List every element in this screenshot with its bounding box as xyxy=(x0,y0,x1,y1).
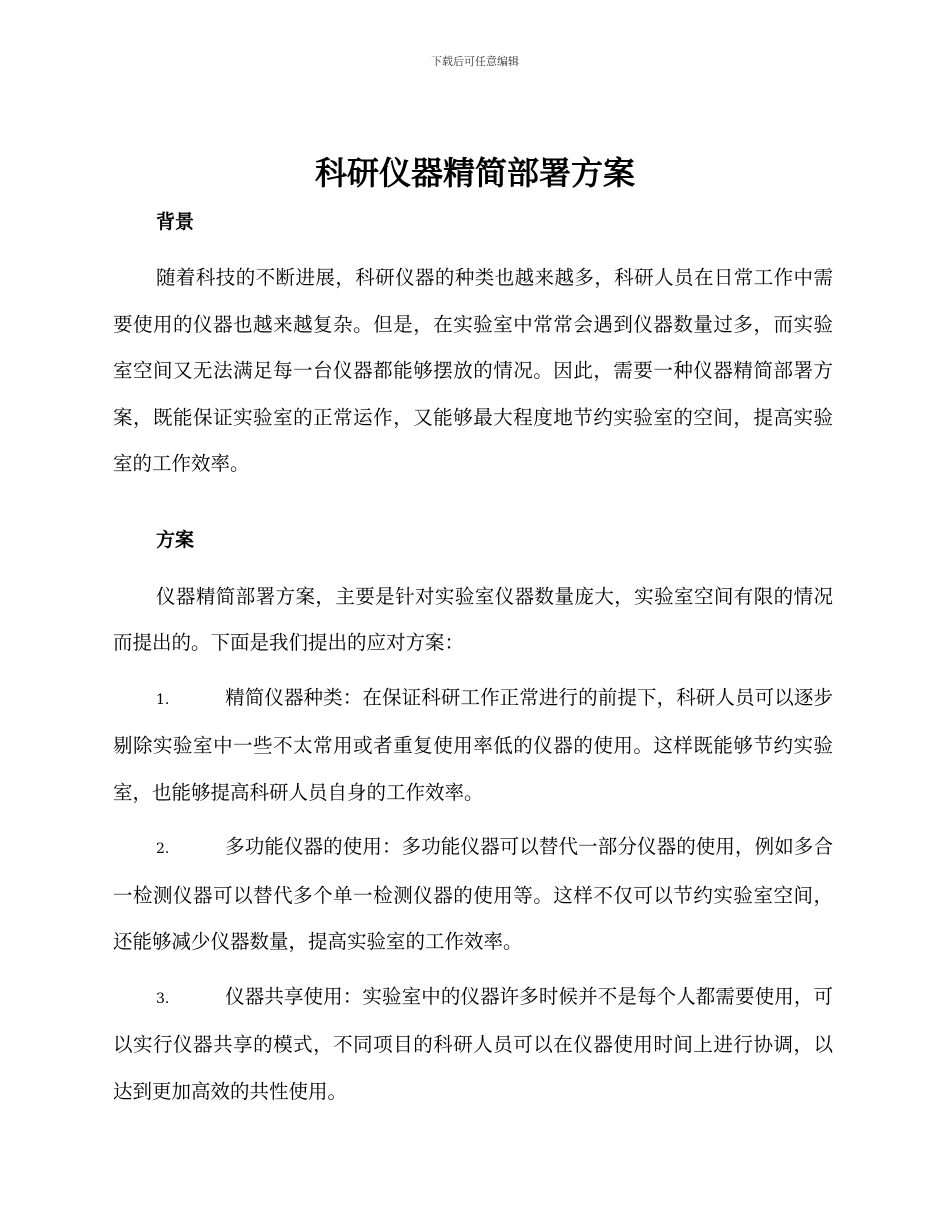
document-body xyxy=(113,200,833,1115)
list-item-text: 仪器共享使用：实验室中的仪器许多时候并不是每个人都需要使用，可以实行仪器共享的模式，不同项目的科研人员可以在仪器使用时间上进行协调，以达到更加高效的共性使用。 xyxy=(113,984,833,1103)
list-item-text: 精简仪器种类：在保证科研工作正常进行的前提下，科研人员可以逐步剔除实验室中一些不太常用或者重复使用率低的仪器的使用。这样既能够节约实验室，也能够提高科研人员自身的工作效率。 xyxy=(113,685,833,804)
section-heading-plan: 方案 xyxy=(156,528,195,551)
background-paragraph: 随着科技的不断进展，科研仪器的种类也越来越多，科研人员在日常工作中需要使用的仪器也越来越复杂。但是，在实验室中常常会遇到仪器数量过多，而实验室空间又无法满足每一台仪器都能够摆放的情况。因此，需要一种仪器精简部署方案，既能保证实验室的正常运作，又能够最大程度地节约实验室的空间，提高实验室的工作效率。 xyxy=(113,266,833,475)
list-item xyxy=(113,974,833,1116)
list-item-text: 多功能仪器的使用：多功能仪器可以替代一部分仪器的使用，例如多合一检测仪器可以替代多个单一检测仪器的使用等。这样不仅可以节约实验室空间，还能够减少仪器数量，提高实验室的工作效率。 xyxy=(113,835,833,953)
list-item-number: 2. xyxy=(156,841,170,857)
header-note: 下载后可任意编辑 xyxy=(431,55,519,68)
section-heading-background: 背景 xyxy=(156,211,195,233)
list-item-number: 3. xyxy=(156,990,170,1007)
list-item xyxy=(113,675,833,817)
plan-intro-paragraph: 仪器精简部署方案，主要是针对实验室仪器数量庞大，实验室空间有限的情况而提出的。下面是我们提出的应对方案： xyxy=(113,584,833,654)
document-title: 科研仪器精简部署方案 xyxy=(314,154,635,192)
list-item xyxy=(113,824,833,966)
list-item-number: 1. xyxy=(156,691,170,708)
